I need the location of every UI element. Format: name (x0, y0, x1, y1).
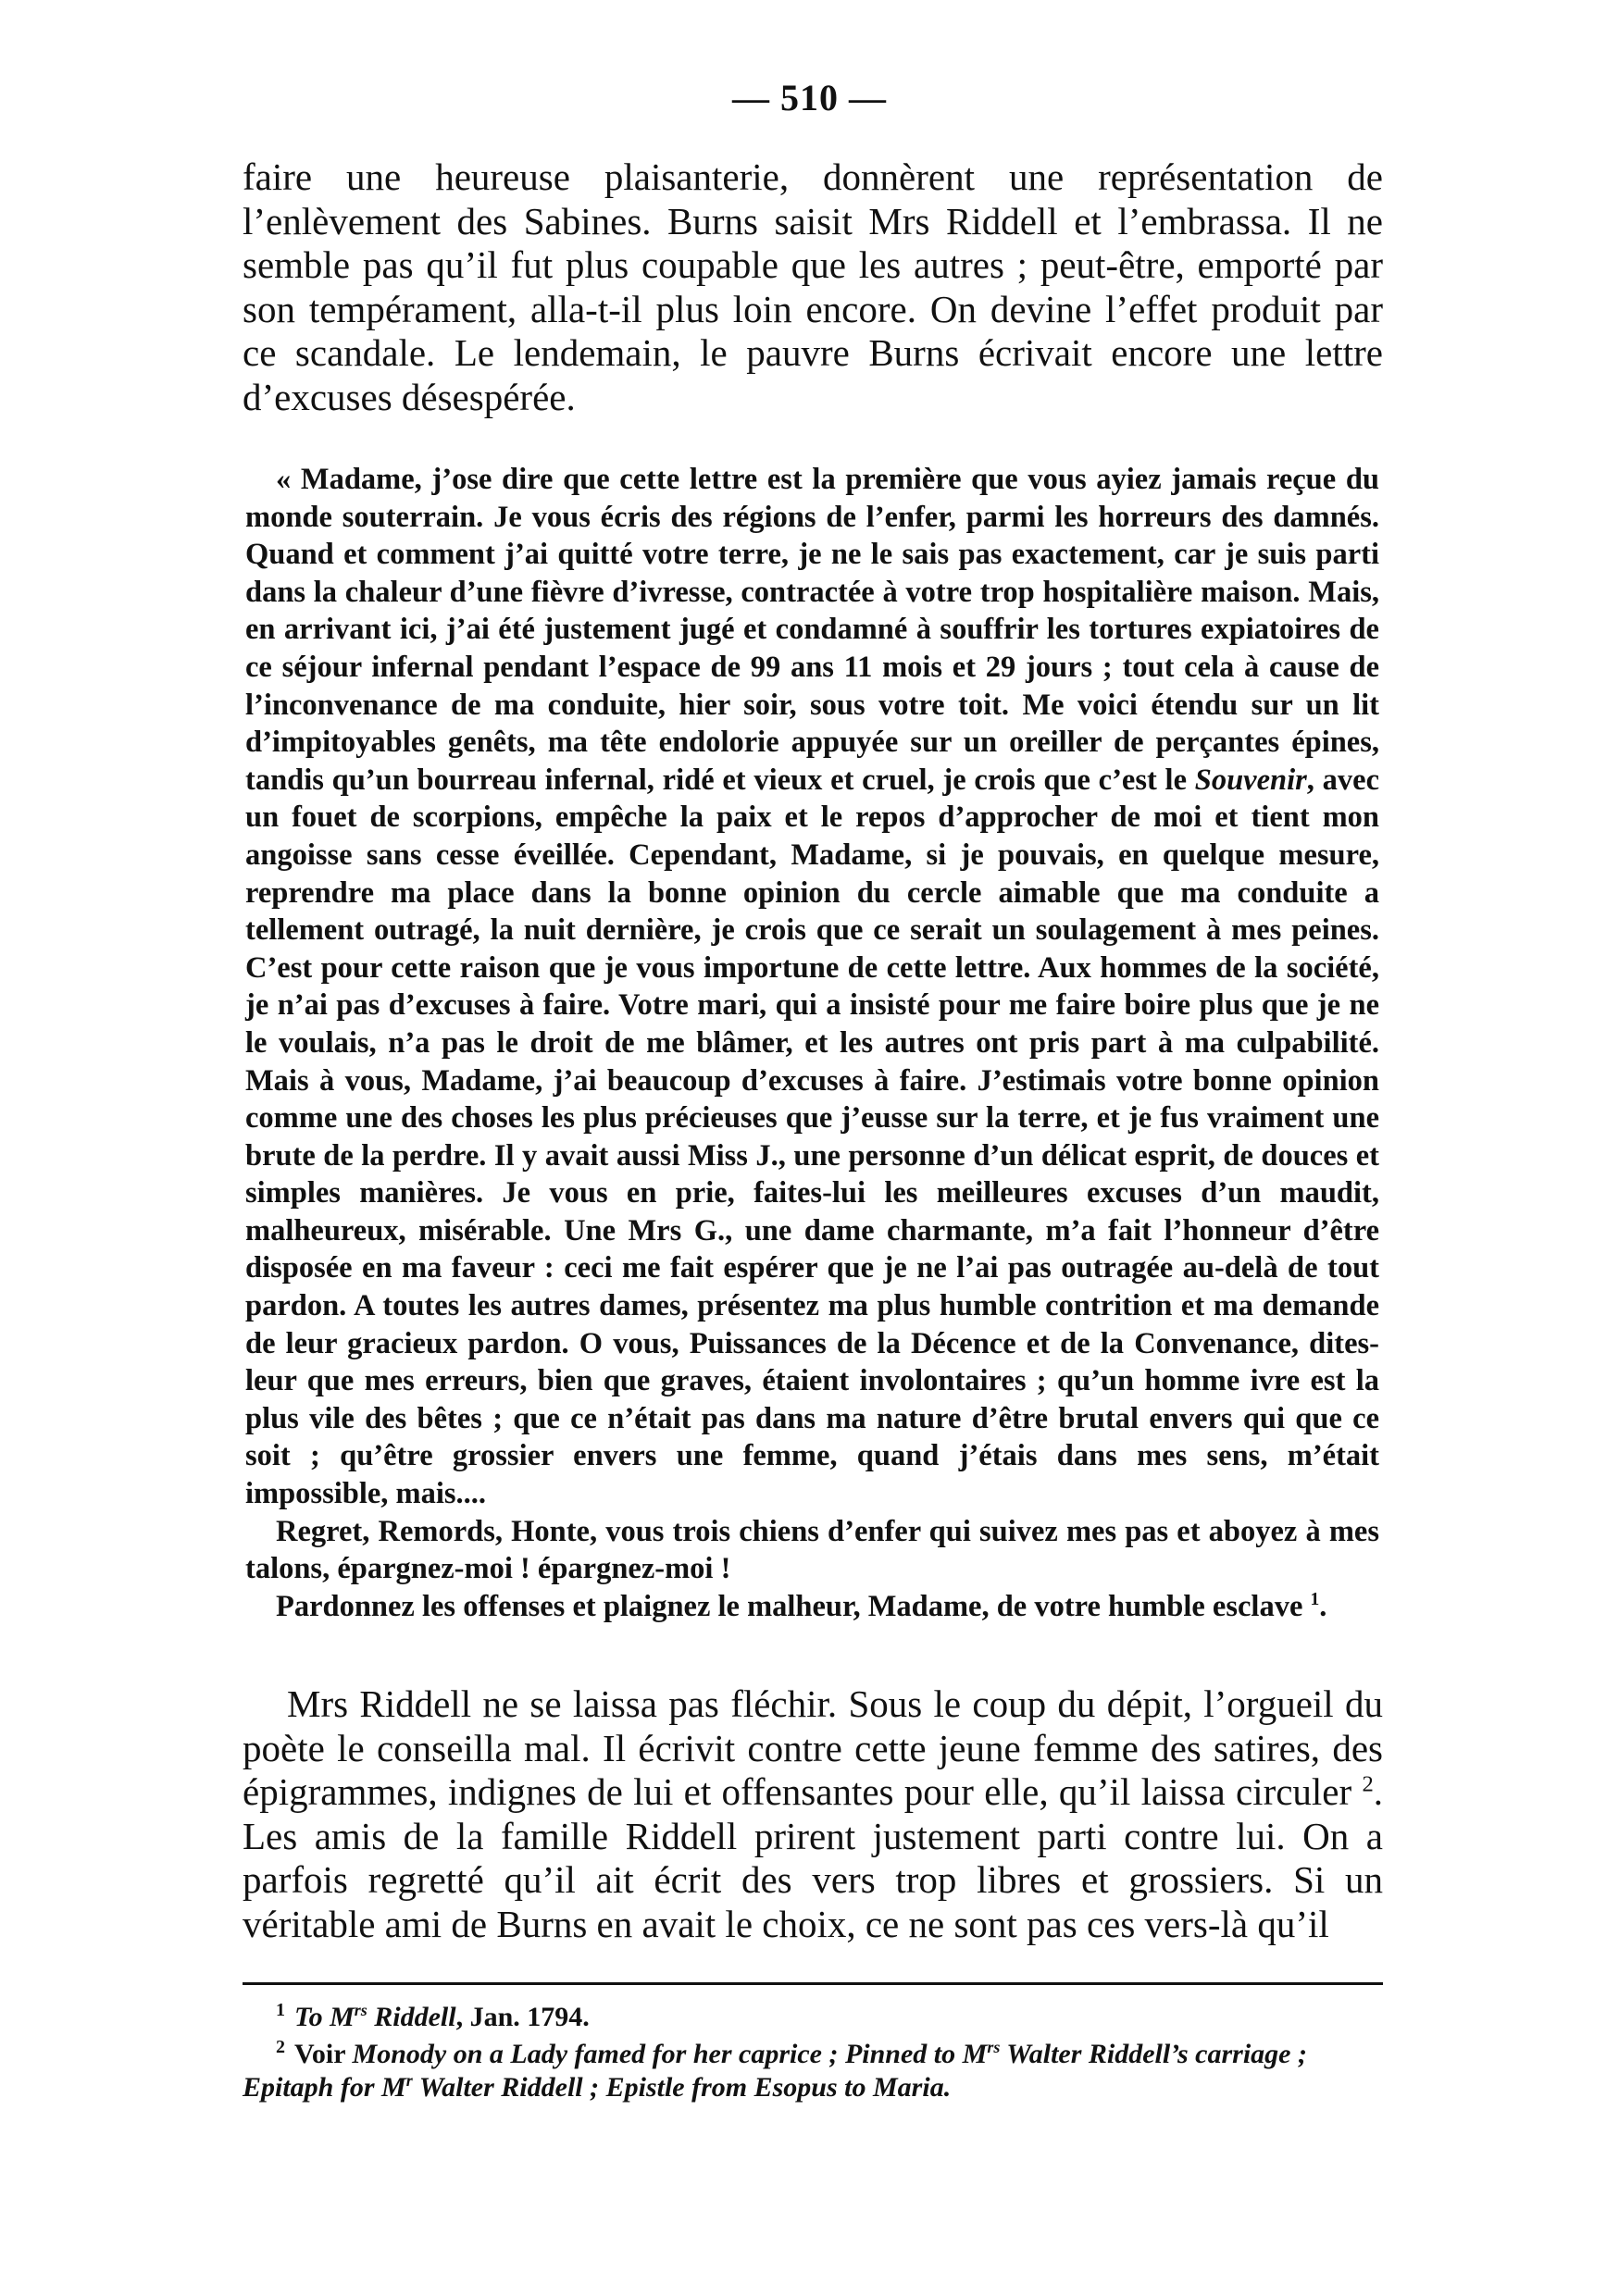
letter-paragraph-2: Regret, Remords, Honte, vous trois chiens d’enfer qui suivez mes pas et aboyez à mes talons, épargnez-moi ! épargnez-moi ! (245, 1514, 1379, 1586)
quoted-letter (245, 461, 1379, 1625)
letter-italic-word: Souvenir (1194, 763, 1307, 797)
paragraph-2-continuation: . Les amis de la famille Riddell prirent justement parti contre lui. On a parfois regretté qu’il ait écrit des vers trop libres et grossiers. Si un véritable ami de Burns en avait le choix, ce ne sont pas ces vers-là qu’il (243, 1770, 1383, 1945)
footnote-1-title-sup: rs (354, 2001, 367, 2019)
footnote-2-title-1: Monody on a Lady famed for her caprice ; Pinned to M (352, 2039, 988, 2069)
footnote-1-mark: 1 (276, 2000, 285, 2020)
footnote-2-titles (243, 2039, 1307, 2103)
paragraph-2-text: Mrs Riddell ne se laissa pas fléchir. Sous le coup du dépit, l’orgueil du poète le conseilla mal. Il écrivit contre cette jeune femme des satires, des épigrammes, indignes de lui et offensantes pour elle, qu’il laissa circuler (243, 1682, 1383, 1813)
page-number: — 510 — (732, 77, 887, 118)
footnote-1-rest: , Jan. 1794. (455, 2002, 590, 2032)
footnote-2-lead: Voir (294, 2039, 353, 2069)
closing-paragraph (243, 1682, 1383, 1946)
footnote-ref-1: 1 (1310, 1589, 1320, 1609)
footnote-2-sup-2: r (405, 2071, 413, 2090)
footnotes (243, 2001, 1383, 2108)
footnote-2-title-2: Walter Riddell’s carriage ; Epitaph for M (243, 2039, 1307, 2103)
letter-closing-period: . (1319, 1589, 1327, 1623)
opening-paragraph (243, 155, 1383, 419)
footnote-1 (243, 2001, 1383, 2034)
footnote-divider (243, 1982, 1383, 1985)
letter-closing-text: Pardonnez les offenses et plaignez le malheur, Madame, de votre humble esclave (276, 1589, 1303, 1623)
footnote-1-title (294, 2002, 456, 2032)
footnote-2-title-3: Walter Riddell ; Epistle from Esopus to Maria. (412, 2072, 952, 2103)
footnote-1-title-b: Riddell (367, 2002, 456, 2032)
paragraph-text-2 (243, 1682, 1383, 1946)
footnote-2-sup-1: rs (987, 2038, 1001, 2056)
footnote-1-title-a: To M (294, 2002, 355, 2032)
letter-paragraph-3 (245, 1588, 1379, 1626)
footnote-ref-2: 2 (1362, 1771, 1374, 1797)
footnote-2 (243, 2038, 1383, 2104)
footnote-2-mark: 2 (276, 2037, 285, 2057)
letter-paragraph-1 (245, 461, 1379, 1513)
paragraph-text: faire une heureuse plaisanterie, donnèrent une représentation de l’enlèvement des Sabines. Burns saisit Mrs Riddell et l’embrassa. Il ne semble pas qu’il fut plus coupable que les autres ; peut-être, emporté par son tempérament, alla-t-il plus loin encore. On devine l’effet produit par ce scandale. Le lendemain, le pauvre Burns écrivait encore une lettre d’excuses désespérée. (243, 155, 1383, 418)
letter-text-a: « Madame, j’ose dire que cette lettre est la première que vous ayiez jamais reçue du monde souterrain. Je vous écris des régions de l’enfer, parmi les horreurs des damnés. Quand et comment j’ai quitté votre terre, je ne le sais pas exactement, car je suis parti dans la chaleur d’une fièvre d’ivresse, contractée à votre trop hospitalière maison. Mais, en arrivant ici, j’ai été justement jugé et condamné à souffrir les tortures expiatoires de ce séjour infernal pendant l’espace de 99 ans 11 mois et 29 jours ; tout cela à cause de l’inconvenance de ma conduite, hier soir, sous votre toit. Me voici étendu sur un lit d’impitoyables genêts, ma tête endolorie appuyée sur un oreiller de perçantes épines, tandis qu’un bourreau infernal, ridé et vieux et cruel, je crois que c’est le (245, 463, 1379, 797)
letter-text-b: , avec un fouet de scorpions, empêche la paix et le repos d’approcher de moi et tient mon angoisse sans cesse éveillée. Cependant, Madame, si je pouvais, en quelque mesure, reprendre ma place dans la bonne opinion du cercle aimable que ma conduite a tellement outragé, la nuit dernière, je crois que ce serait un soulagement à mes peines. C’est pour cette raison que je vous importune de cette lettre. Aux hommes de la société, je n’ai pas d’excuses à faire. Votre mari, qui a insisté pour me faire boire plus que je ne le voulais, n’a pas le droit de me blâmer, et les autres ont pris part à ma culpabilité. Mais à vous, Madame, j’ai beaucoup d’excuses à faire. J’estimais votre bonne opinion comme une des choses les plus précieuses que j’eusse sur la terre, et je fus vraiment une brute de la perdre. Il y avait aussi Miss J., une personne d’un délicat esprit, de douces et simples manières. Je vous en prie, faites-lui les meilleures excuses d’un maudit, malheureux, misérable. Une Mrs G., une dame charmante, m’a fait l’honneur d’être disposée en ma faveur : ceci me fait espérer que je ne l’ai pas outragée au-delà de tout pardon. A toutes les autres dames, présentez ma plus humble contrition et ma demande de leur gracieux pardon. O vous, Puissances de la Décence et de la Convenance, dites-leur que mes erreurs, bien que graves, étaient involontaires ; qu’un homme ivre est la plus vile des bêtes ; que ce n’était pas dans ma nature d’être brutal envers qui que ce soit ; qu’être grossier envers une femme, quand j’étais dans mes sens, m’était impossible, mais.... (245, 763, 1379, 1511)
